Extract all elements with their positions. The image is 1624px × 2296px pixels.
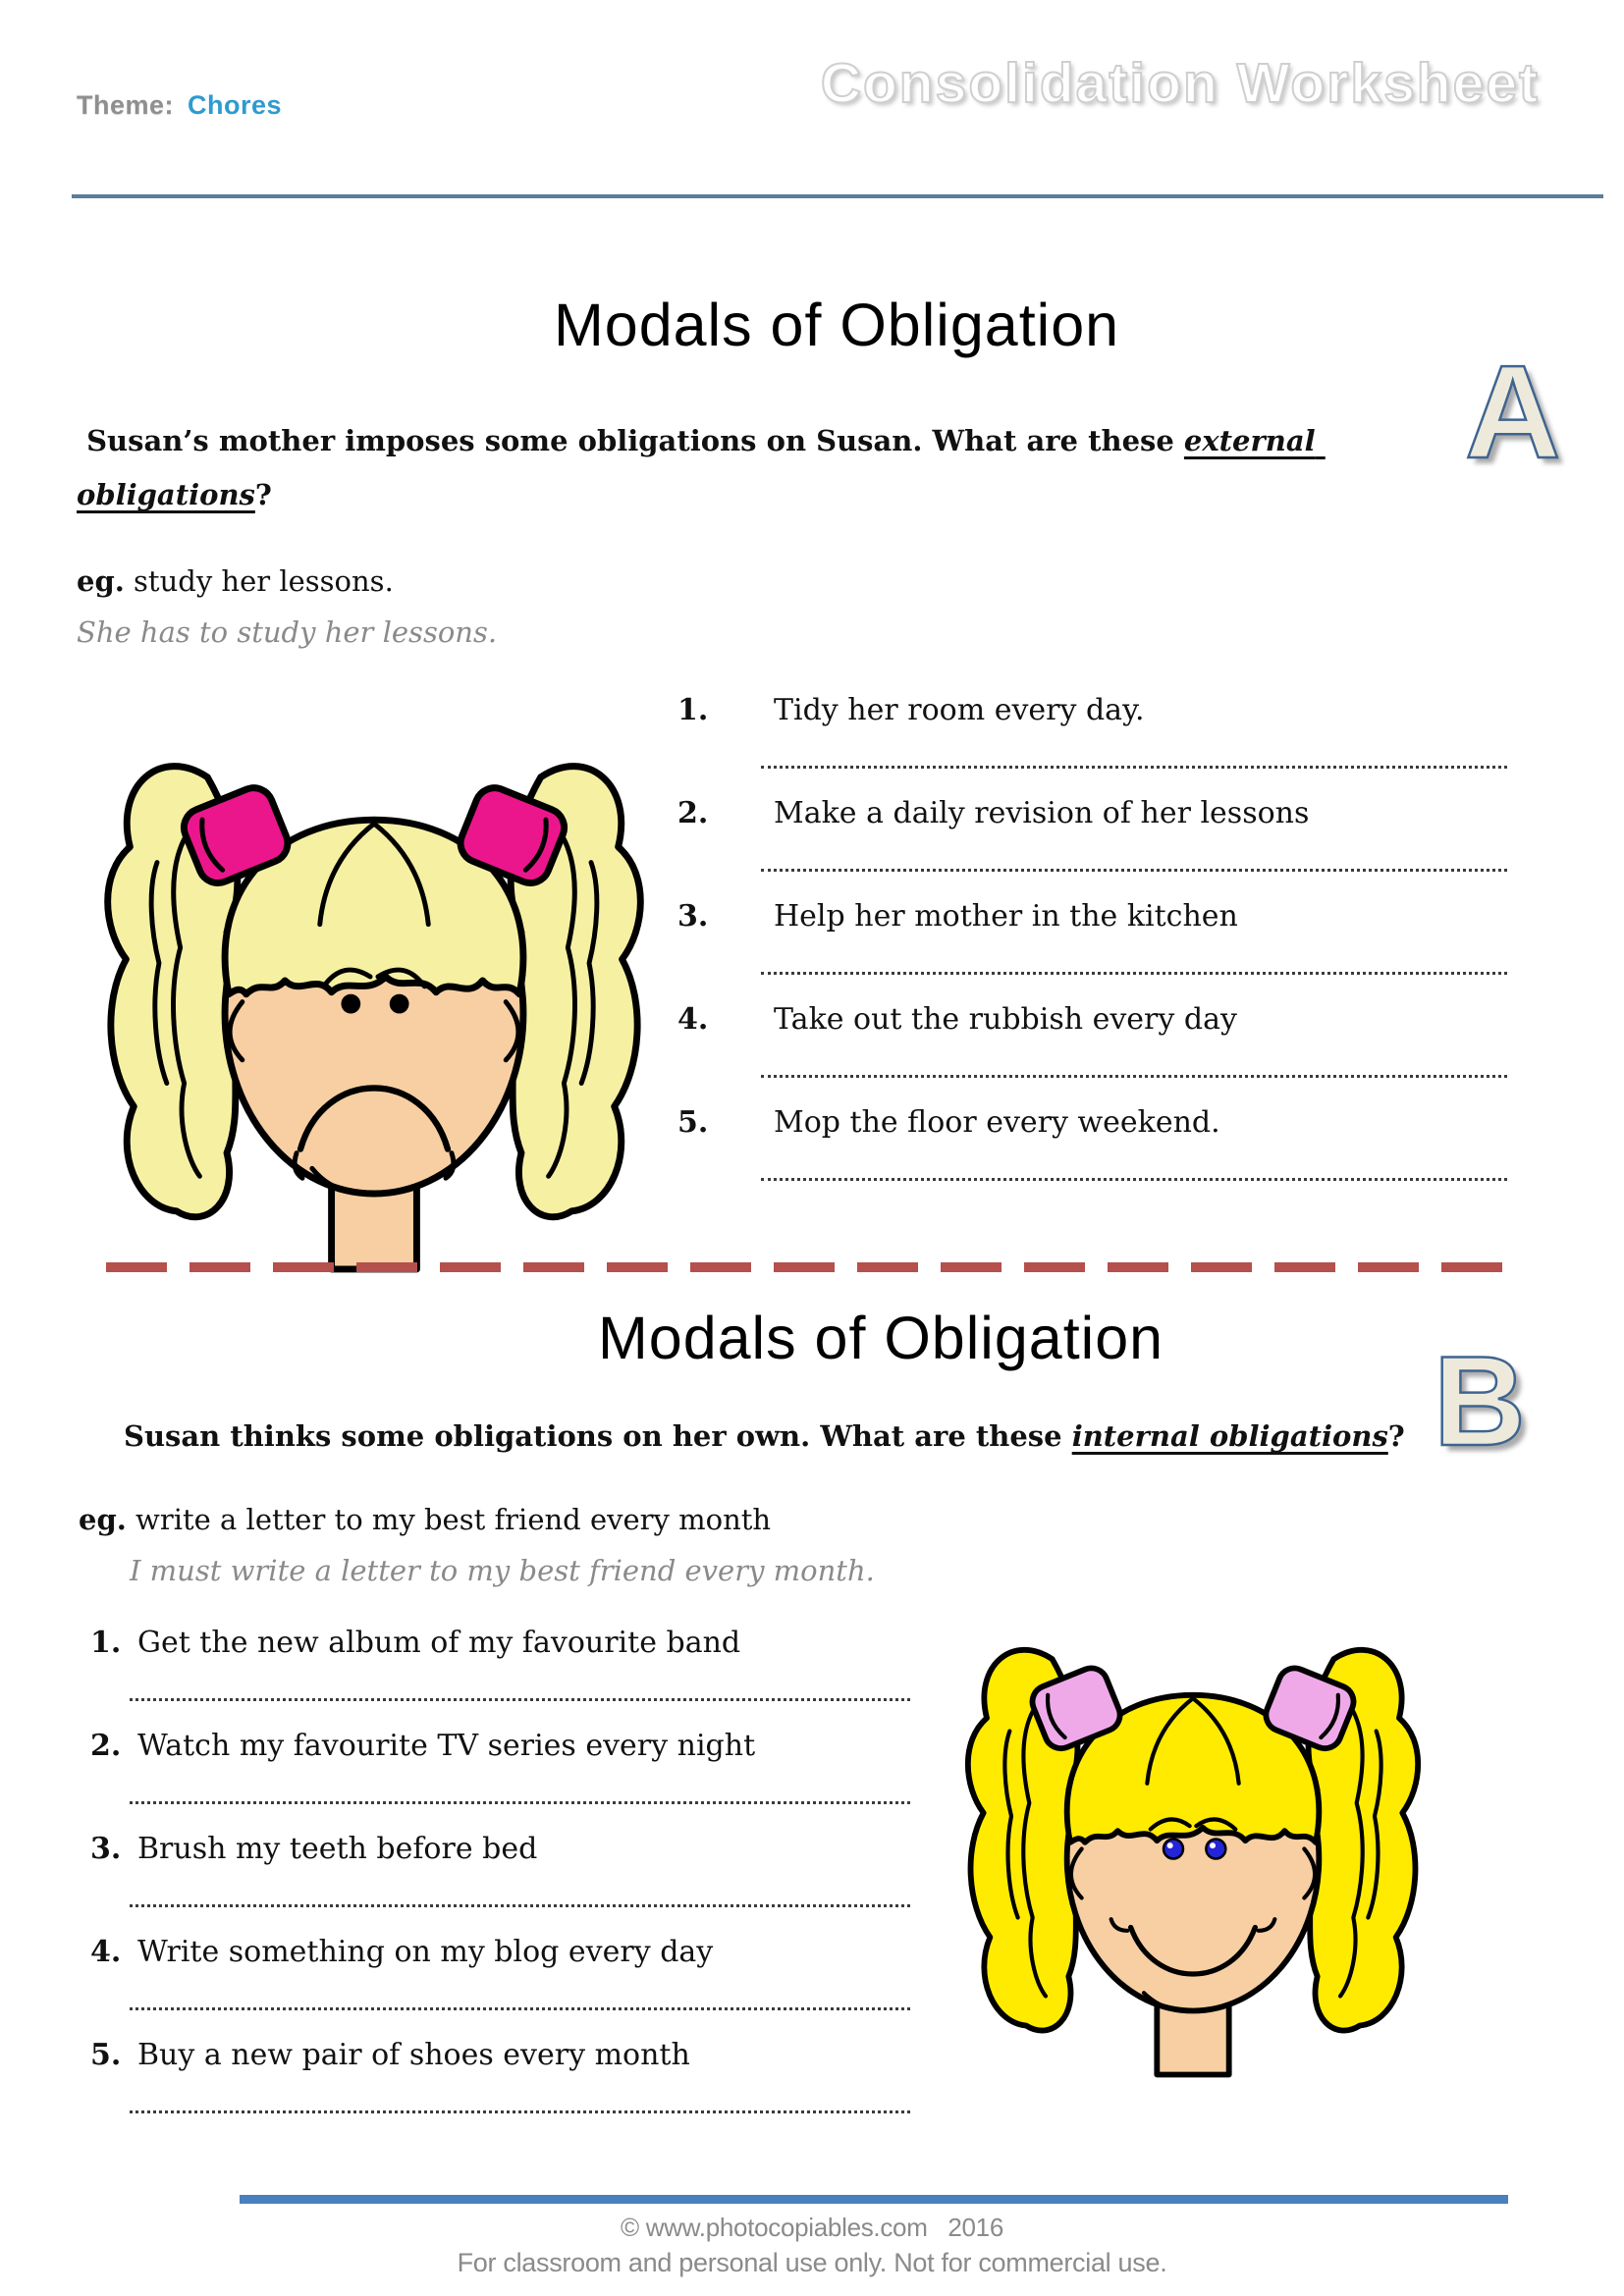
- section-a-example: [77, 556, 497, 658]
- item-number: 2.: [90, 1729, 122, 1763]
- item-text: Help her mother in the kitchen: [774, 899, 1238, 934]
- item-text: Take out the rubbish every day: [774, 1002, 1237, 1037]
- answer-line: [761, 972, 1507, 975]
- eye: [1206, 1840, 1225, 1859]
- example-prompt-line: [77, 556, 497, 607]
- instruction-suffix: ?: [254, 478, 272, 512]
- eye: [1164, 1840, 1183, 1859]
- instruction-suffix: ?: [1387, 1419, 1405, 1453]
- example-label: eg.: [77, 564, 125, 598]
- answer-line: [761, 1075, 1507, 1078]
- item-number: 2.: [677, 796, 709, 830]
- list-item: [677, 998, 1522, 1078]
- section-b-item-list: [90, 1622, 1013, 2137]
- section-b-title: Modals of Obligation: [597, 1305, 1164, 1371]
- theme-label: Theme:: [77, 90, 175, 120]
- item-number: 5.: [90, 2038, 122, 2072]
- example-answer: She has to study her lessons.: [77, 615, 498, 649]
- section-a-letter-badge: A: [1465, 338, 1561, 486]
- answer-line: [130, 1801, 910, 1804]
- item-text: Tidy her room every day.: [774, 693, 1145, 727]
- list-item: [677, 792, 1522, 872]
- item-number: 1.: [677, 693, 709, 727]
- happy-girl-illustration: [947, 1571, 1438, 2083]
- item-text: Buy a new pair of shoes every month: [137, 2038, 690, 2072]
- example-prompt: study her lessons.: [124, 564, 394, 598]
- list-item: [677, 689, 1522, 769]
- list-item: [90, 1828, 1013, 1907]
- example-answer: I must write a letter to my best friend every month.: [130, 1554, 875, 1587]
- section-b-instruction: [124, 1410, 1420, 1464]
- answer-line: [761, 1178, 1507, 1181]
- item-text: Write something on my blog every day: [137, 1935, 714, 1969]
- list-item: [90, 2034, 1013, 2113]
- item-number: 4.: [677, 1002, 709, 1037]
- example-label: eg.: [79, 1503, 127, 1536]
- list-item: [677, 1101, 1522, 1181]
- header-divider: [72, 194, 1603, 198]
- section-a-instruction: [77, 414, 1392, 522]
- section-b-illustration: [947, 1571, 1438, 2087]
- item-text: Mop the floor every weekend.: [774, 1105, 1220, 1140]
- instruction-emphasis: internal obligations: [1071, 1419, 1388, 1453]
- item-text: Brush my teeth before bed: [137, 1832, 538, 1866]
- theme-value: Chores: [188, 90, 283, 120]
- instruction-text: Susan’s mother imposes some obligations on Susan. What are these: [77, 424, 1184, 457]
- instruction-text: Susan thinks some obligations on her own. What are these: [124, 1419, 1072, 1453]
- item-number: 1.: [90, 1626, 122, 1660]
- answer-line: [130, 2110, 910, 2113]
- sad-girl-illustration: [83, 672, 665, 1279]
- section-b-example: [79, 1494, 875, 1596]
- instruction-emphasis: external obligations: [77, 424, 1326, 512]
- footer-usage-note: For classroom and personal use only. Not for commercial use.: [457, 2248, 1167, 2277]
- answer-line: [130, 2007, 910, 2010]
- eye: [391, 995, 408, 1013]
- answer-line: [130, 1698, 910, 1701]
- item-text: Watch my favourite TV series every night: [137, 1729, 756, 1763]
- list-item: [90, 1622, 1013, 1701]
- example-prompt: write a letter to my best friend every month: [126, 1503, 772, 1536]
- section-separator-dashed: [106, 1262, 1518, 1272]
- item-number: 3.: [677, 899, 709, 934]
- worksheet-type-title: Consolidation Worksheet: [820, 52, 1540, 115]
- answer-line: [130, 1904, 910, 1907]
- item-text: Get the new album of my favourite band: [137, 1626, 741, 1660]
- item-number: 3.: [90, 1832, 122, 1866]
- answer-line: [761, 869, 1507, 872]
- eye: [342, 995, 359, 1013]
- item-number: 4.: [90, 1935, 122, 1969]
- footer-copyright: © www.photocopiables.com 2016: [621, 2213, 1003, 2242]
- section-b-letter-badge: B: [1434, 1329, 1526, 1472]
- list-item: [677, 895, 1522, 975]
- section-a-title: Modals of Obligation: [553, 292, 1120, 358]
- theme-heading: [77, 90, 282, 121]
- list-item: [90, 1725, 1013, 1804]
- footer-divider: [240, 2195, 1508, 2204]
- answer-line: [761, 766, 1507, 769]
- item-number: 5.: [677, 1105, 709, 1140]
- section-a-illustration: [83, 672, 665, 1283]
- example-prompt-line: [79, 1494, 875, 1545]
- section-a-item-list: [677, 689, 1522, 1204]
- list-item: [90, 1931, 1013, 2010]
- item-text: Make a daily revision of her lessons: [774, 796, 1310, 830]
